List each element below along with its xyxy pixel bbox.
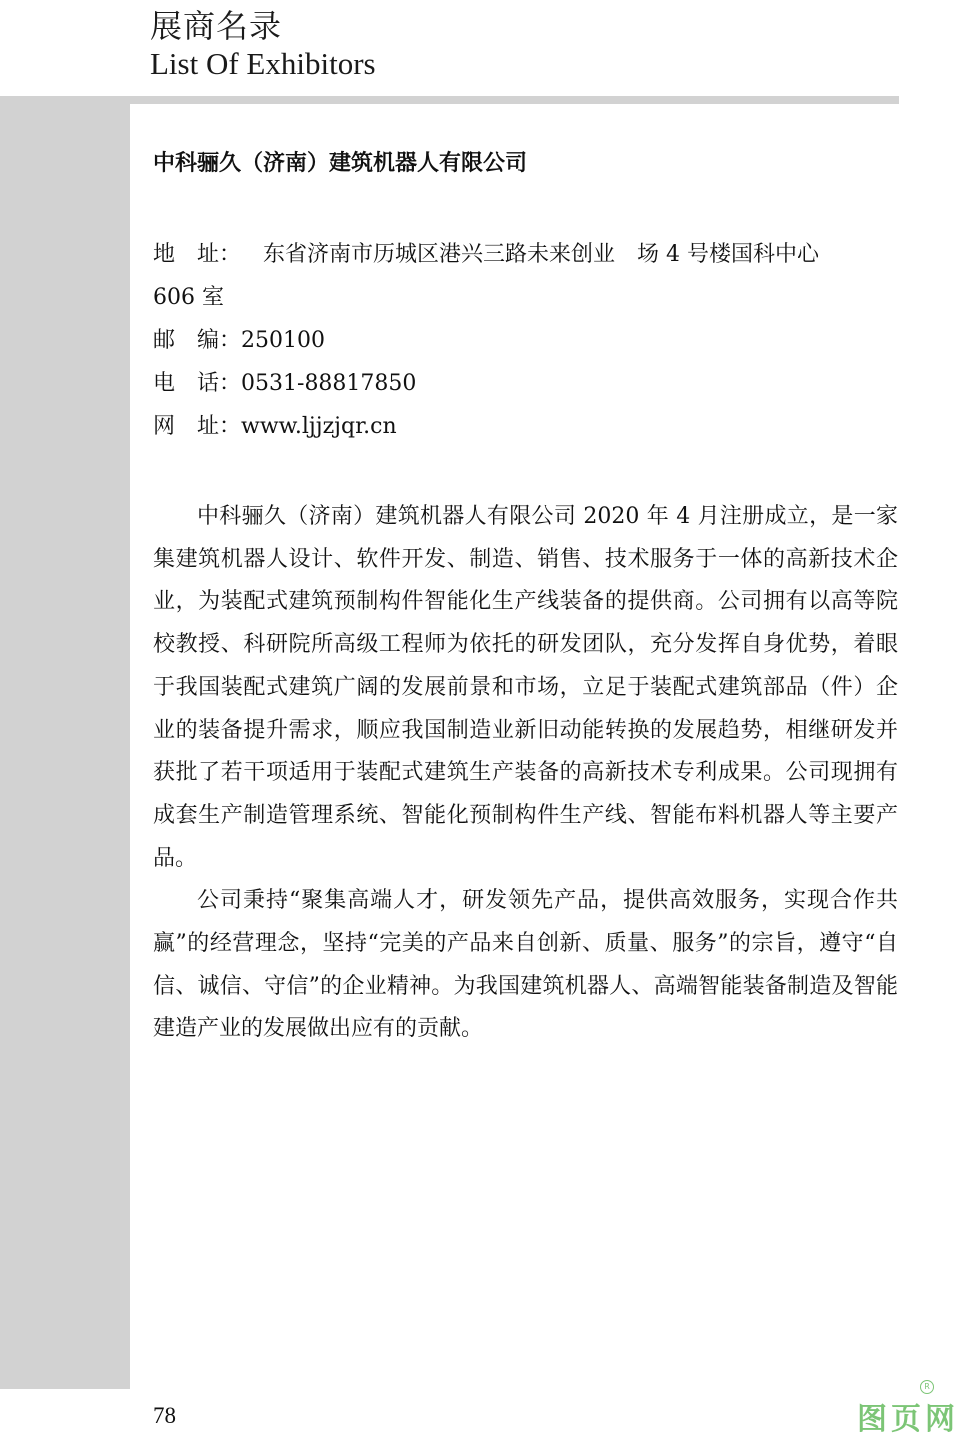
description-paragraph-2: 公司秉持“聚集高端人才，研发领先产品，提供高效服务，实现合作共赢”的经营理念，坚持“完美的产品来自创新、质量、服务”的宗旨，遵守“自信、诚信、守信”的企业精神。为我国建筑机器人、高端智能装备制造及智能建造产业的发展做出应有的贡献。 [153,888,898,1042]
address-row [153,233,898,276]
address-value: 东省济南市历城区港兴三路未来创业 场 4 号楼国科中心 [263,242,820,267]
address-label: 地 址： [153,242,242,267]
page-header [150,6,376,82]
side-band-decoration [0,96,130,1389]
contact-info [153,233,898,448]
postcode-row [153,319,898,362]
postcode-value: 250100 [241,328,325,353]
phone-label: 电 话： [153,371,242,396]
phone-value: 0531-88817850 [241,371,417,396]
website-label: 网 址： [153,414,242,439]
company-name: 中科骊久（济南）建筑机器人有限公司 [153,151,528,176]
company-description [153,496,898,1051]
phone-row [153,362,898,405]
watermark-logo: 图页网 [857,1402,959,1437]
registered-mark-icon: R [920,1380,934,1394]
website-row [153,405,898,448]
header-title-cn: 展商名录 [150,7,283,45]
website-value[interactable]: www.ljjzjqr.cn [241,414,397,439]
description-paragraph-1: 中科骊久（济南）建筑机器人有限公司 2020 年 4 月注册成立，是一家集建筑机器人设计、软件开发、制造、销售、技术服务于一体的高新技术企业，为装配式建筑预制构件智能化生产线装备的提供商。公司拥有以高等院校教授、科研院所高级工程师为依托的研发团队，充分发挥自身优势，着眼于我国装配式建筑广阔的发展前景和市场，立足于装配式建筑部品（件）企业的装备提升需求，顺应我国制造业新旧动能转换的发展趋势，相继研发并获批了若干项适用于装配式建筑生产装备的高新技术专利成果。公司现拥有成套生产制造管理系统、智能化预制构件生产线、智能布料机器人等主要产品。 [153,504,898,871]
header-title-en: List Of Exhibitors [150,46,376,81]
header-divider-bar [6,96,899,104]
postcode-label: 邮 编： [153,328,242,353]
address-value-line2: 606 室 [153,285,224,310]
page-number: 78 [153,1403,176,1428]
exhibitor-entry [153,145,898,1051]
